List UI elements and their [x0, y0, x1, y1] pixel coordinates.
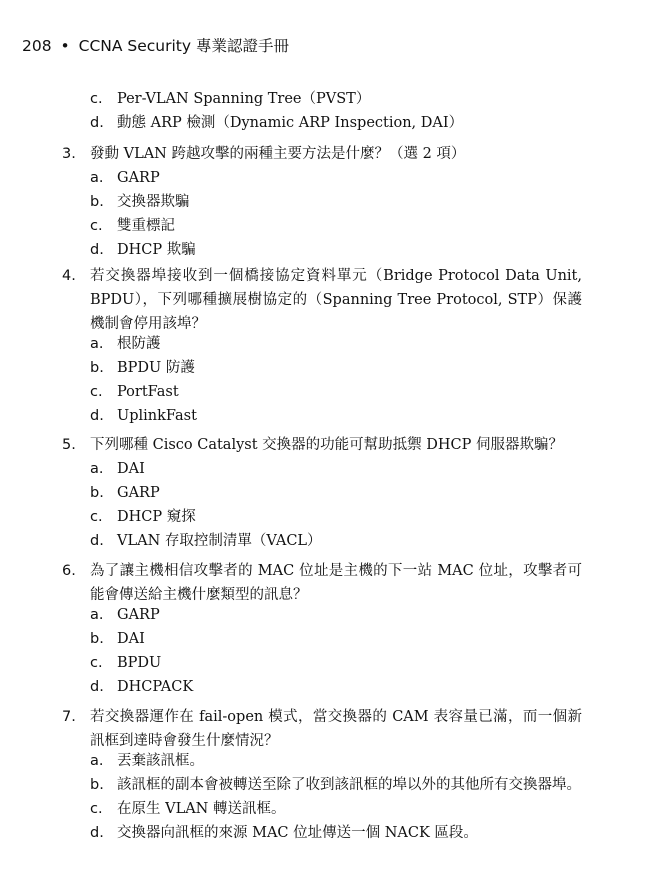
page-header — [22, 34, 289, 56]
question-7 — [62, 705, 582, 753]
option-letter: c. — [90, 384, 103, 400]
option-letter: c. — [90, 655, 103, 671]
option-text: UplinkFast — [117, 408, 197, 424]
option-item — [90, 214, 590, 238]
question-text: 為了讓主機相信攻擊者的 MAC 位址是主機的下一站 MAC 位址，攻擊者可能會傳送給主機什麼類型的訊息？ — [90, 563, 582, 603]
option-letter: a. — [90, 461, 104, 477]
option-text: 交換器向訊框的來源 MAC 位址傳送一個 NACK 區段。 — [117, 825, 478, 841]
option-letter: b. — [90, 777, 104, 793]
question-text: 若交換器運作在 fail-open 模式，當交換器的 CAM 表容量已滿，而一個新訊框到達時會發生什麼情況？ — [90, 709, 582, 749]
question-text: 發動 VLAN 跨越攻擊的兩種主要方法是什麼？（選 2 項） — [90, 146, 466, 162]
option-text: 根防護 — [117, 336, 161, 352]
option-item — [90, 505, 590, 529]
option-letter: c. — [90, 509, 103, 525]
option-text: DHCP 窺探 — [117, 509, 196, 525]
option-text: GARP — [117, 170, 160, 186]
option-text: GARP — [117, 485, 160, 501]
option-item — [90, 457, 590, 481]
option-item — [90, 404, 590, 428]
option-item — [90, 238, 590, 262]
option-letter: b. — [90, 360, 104, 376]
option-item — [90, 111, 590, 135]
option-letter: d. — [90, 408, 104, 424]
option-text: DHCP 欺騙 — [117, 242, 196, 258]
option-item — [90, 627, 590, 651]
option-item — [90, 675, 590, 699]
option-letter: b. — [90, 485, 104, 501]
option-letter: b. — [90, 194, 104, 210]
option-text: 該訊框的副本會被轉送至除了收到該訊框的埠以外的其他所有交換器埠。 — [117, 777, 581, 793]
question-number: 4. — [62, 268, 76, 284]
option-letter: d. — [90, 242, 104, 258]
option-letter: b. — [90, 631, 104, 647]
question-4 — [62, 264, 582, 336]
option-letter: a. — [90, 753, 104, 769]
option-item — [90, 651, 590, 675]
option-text: DHCPACK — [117, 679, 194, 695]
option-item — [90, 166, 590, 190]
option-text: BPDU 防護 — [117, 360, 195, 376]
option-letter: c. — [90, 218, 103, 234]
question-number: 5. — [62, 437, 76, 453]
option-item — [90, 332, 590, 356]
option-text: 丟棄該訊框。 — [117, 753, 204, 769]
option-letter: d. — [90, 533, 104, 549]
question-number: 3. — [62, 146, 76, 162]
option-letter: d. — [90, 825, 104, 841]
question-text: 下列哪種 Cisco Catalyst 交換器的功能可幫助抵禦 DHCP 伺服器欺騙？ — [90, 437, 563, 453]
option-item — [90, 356, 590, 380]
option-text: DAI — [117, 631, 145, 647]
option-item — [90, 190, 590, 214]
option-item — [90, 821, 590, 845]
question-number: 7. — [62, 709, 76, 725]
option-item — [90, 87, 590, 111]
question-3 — [62, 142, 582, 166]
option-letter: d. — [90, 115, 104, 131]
page-number: 208 — [22, 37, 52, 55]
option-text: 雙重標記 — [117, 218, 175, 234]
option-item — [90, 481, 590, 505]
option-text: DAI — [117, 461, 145, 477]
option-text: 在原生 VLAN 轉送訊框。 — [117, 801, 286, 817]
question-6 — [62, 559, 582, 607]
option-text: 動態 ARP 檢測（Dynamic ARP Inspection, DAI） — [117, 115, 464, 131]
book-title: CCNA Security 專業認證手冊 — [78, 37, 289, 55]
question-5 — [62, 433, 582, 457]
option-letter: c. — [90, 801, 103, 817]
question-text: 若交換器埠接收到一個橋接協定資料單元（Bridge Protocol Data Unit, BPDU），下列哪種擴展樹協定的（Spanning Tree Protocol, STP）保護機制會停用該埠？ — [90, 268, 582, 332]
option-item — [90, 749, 590, 773]
option-text: VLAN 存取控制清單（VACL） — [117, 533, 322, 549]
header-bullet: • — [60, 37, 70, 55]
option-letter: a. — [90, 336, 104, 352]
option-item — [90, 603, 590, 627]
question-number: 6. — [62, 563, 76, 579]
option-text: 交換器欺騙 — [117, 194, 190, 210]
option-item — [90, 773, 590, 797]
option-letter: d. — [90, 679, 104, 695]
option-letter: a. — [90, 170, 104, 186]
option-item — [90, 529, 590, 553]
option-text: BPDU — [117, 655, 162, 671]
option-item — [90, 380, 590, 404]
option-text: PortFast — [117, 384, 179, 400]
option-letter: a. — [90, 607, 104, 623]
option-text: Per-VLAN Spanning Tree（PVST） — [117, 91, 371, 107]
option-letter: c. — [90, 91, 103, 107]
option-item — [90, 797, 590, 821]
option-text: GARP — [117, 607, 160, 623]
